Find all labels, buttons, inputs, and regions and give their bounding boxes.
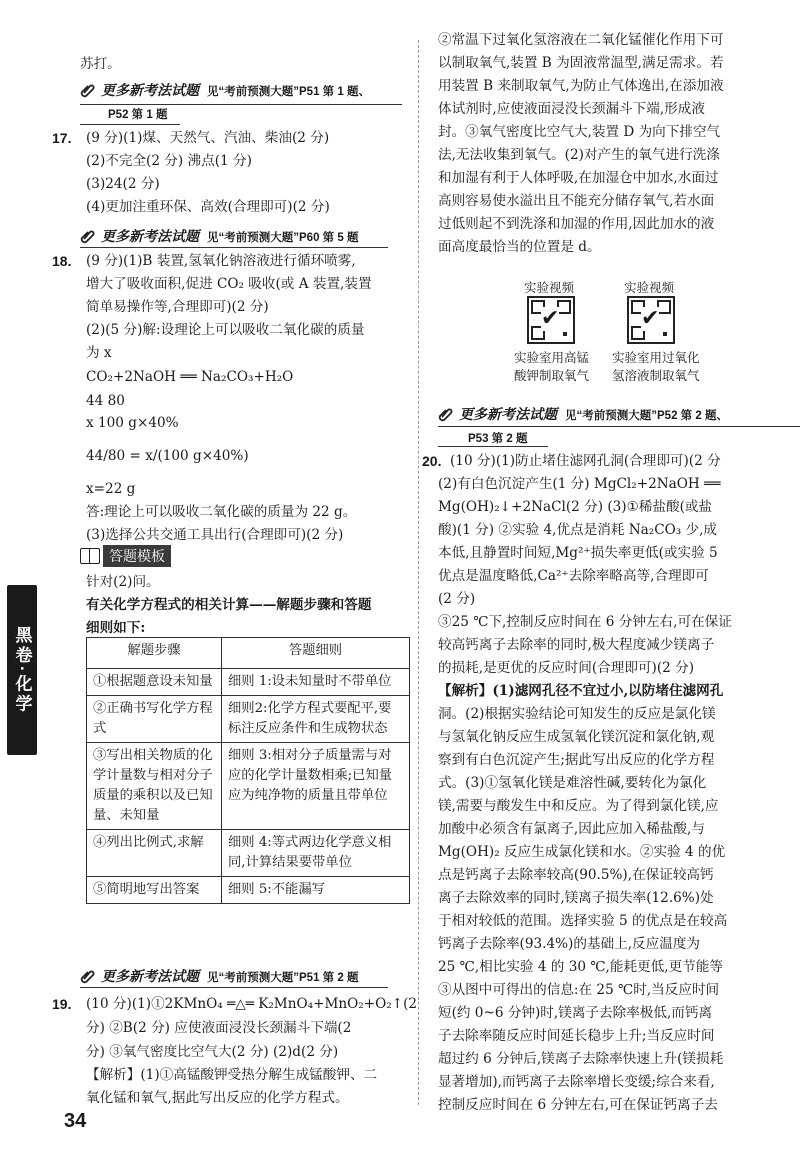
text-line: 洞。(2)根据实验结论可知发生的反应是氯化镁: [438, 706, 716, 722]
video-label: 实验视频: [624, 281, 675, 295]
text-line: ③25 ℃下,控制反应时间在 6 分钟左右,可在保证: [438, 614, 732, 630]
video-caption: 氢溶液制取氧气: [612, 369, 700, 383]
banner-title: 更多新考法试题: [101, 228, 199, 244]
text-line: 于相对较低的范围。选择实验 5 的优点是在较高: [438, 913, 728, 929]
text-line: 法,无法收集到氧气。(2)对产生的氧气进行洗涤: [438, 147, 720, 163]
paperclip-icon: [80, 968, 96, 984]
side-tab: 黑卷·化学: [7, 585, 37, 755]
text-line: 酸)(1 分) ②实验 4,优点是消耗 Na₂CO₃ 少,成: [438, 522, 718, 538]
banner-ref: 见“考前预测大题”P52 第 2 题、: [565, 410, 728, 422]
qr-code-video-2[interactable]: [627, 296, 675, 344]
equation: CO₂+2NaOH ══ Na₂CO₃+H₂O: [86, 369, 294, 385]
video-caption: 酸钾制取氧气: [514, 369, 590, 383]
table-cell: ②正确书写化学方程式: [87, 696, 222, 743]
text-line: 为 x: [86, 345, 112, 361]
divider: [438, 426, 800, 427]
text-line: 苏打。: [80, 56, 121, 72]
text-line: 细则如下:: [86, 620, 146, 636]
more-questions-banner: [80, 80, 370, 100]
banner-title: 更多新考法试题: [101, 82, 199, 98]
text-line: 针对(2)问。: [86, 574, 160, 590]
text-line: (2)(5 分)解:设理论上可以吸收二氧化碳的质量: [86, 322, 365, 338]
question-number: 20.: [422, 453, 442, 469]
question-number: 19.: [52, 996, 72, 1012]
text-line: 加酸中必须含有氯离子,因此应加入稀盐酸,与: [438, 821, 705, 837]
text-line: (2)有白色沉淀产生(1 分) MgCl₂+2NaOH ══: [438, 476, 721, 492]
column-divider: [418, 40, 419, 1105]
table-header: 解题步骤: [87, 638, 222, 669]
proportion: 44/80 = x/(100 g×40%): [86, 448, 249, 464]
text-line: x=22 g: [86, 481, 136, 497]
divider: [80, 124, 180, 125]
text-line: 【解析】(1)滤网孔径不宜过小,以防堵住滤网孔: [438, 683, 724, 699]
text-line: 和加湿有利于人体呼吸,在加湿仓中加水,水面过: [438, 170, 719, 186]
text-line: 本低,且静置时间短,Mg²⁺损失率更低(或实验 5: [438, 545, 718, 561]
text-line: 的损耗,是更优的反应时间(合理即可)(2 分): [438, 660, 695, 676]
qr-code-video-1[interactable]: [527, 296, 575, 344]
divider: [80, 247, 388, 248]
table-cell: ④列出比例式,求解: [87, 830, 222, 877]
banner-ref: 见“考前预测大题”P60 第 5 题: [207, 232, 359, 244]
banner-ref-cont: P52 第 1 题: [108, 109, 168, 121]
table-cell: ⑤简明地写出答案: [87, 877, 222, 904]
text-line: 答:理论上可以吸收二氧化碳的质量为 22 g。: [86, 504, 357, 520]
video-caption: 实验室用高锰: [514, 351, 590, 365]
banner-ref-cont: P53 第 2 题: [468, 433, 528, 445]
text-line: 与氢氧化钠反应生成氢氧化镁沉淀和氯化钠,观: [438, 729, 715, 745]
table-row: [87, 830, 410, 877]
text-line: x 100 g×40%: [86, 415, 179, 431]
text-line: 体试剂时,应使液面浸没长颈漏斗下端,形成液: [438, 101, 705, 117]
text-line: (9 分)(1)煤、天然气、汽油、柴油(2 分): [86, 130, 330, 146]
text-line: 面高度最恰当的位置是 d。: [438, 239, 601, 255]
banner-ref: 见“考前预测大题”P51 第 1 题、: [207, 86, 370, 98]
checkmark-icon: ✔: [541, 306, 560, 331]
text-line: 较高钙离子去除率的同时,极大程度减少镁离子: [438, 637, 715, 653]
text-line: Mg(OH)₂ 反应生成氯化镁和水。②实验 4 的优: [438, 844, 726, 860]
text-line: 显著增加),而钙离子去除率增长变缓;综合来看,: [438, 1074, 715, 1090]
text-line: 点是钙离子去除率较高(90.5%),在保证较高钙: [438, 867, 714, 883]
text-line: 以制取氧气,装置 B 为固液常温型,满足需求。若: [438, 55, 724, 71]
banner-title: 更多新考法试题: [459, 406, 557, 422]
text-line: (2)不完全(2 分) 沸点(1 分): [86, 153, 252, 169]
video-caption: 实验室用过氧化: [612, 351, 700, 365]
video-label: 实验视频: [524, 281, 575, 295]
more-questions-banner: [80, 226, 358, 246]
text-line: 优点是温度略低,Ca²⁺去除率略高等,合理即可: [438, 568, 709, 584]
table-cell: ①根据题意设未知量: [87, 669, 222, 696]
text-line: 高则容易使水溢出且不能充分储存氧气,若水面: [438, 193, 715, 209]
table-row: [87, 696, 410, 743]
text-line: 分) ②B(2 分) 应使液面浸没长颈漏斗下端(2: [86, 1020, 352, 1036]
text-line: 子去除率随反应时间延长稳步上升;当反应时间: [438, 1028, 715, 1044]
question-number: 17.: [52, 130, 72, 146]
text-line: ②常温下过氧化氢溶液在二氧化锰催化作用下可: [438, 32, 724, 48]
paperclip-icon: [438, 406, 454, 422]
text-line: 超过约 6 分钟后,镁离子去除率快速上升(镁损耗: [438, 1051, 724, 1067]
text-line: Mg(OH)₂↓+2NaCl(2 分) (3)①稀盐酸(或盐: [438, 499, 713, 515]
text-line: 过低则起不到洗涤和加湿的作用,因此加水的液: [438, 216, 715, 232]
text-line: 有关化学方程式的相关计算——解题步骤和答题: [86, 597, 372, 613]
text-line: 察到有白色沉淀产生;据此写出反应的化学方程: [438, 752, 715, 768]
text-line: (10 分)(1)①2KMnO₄ ═△═ K₂MnO₄+MnO₂+O₂↑(2: [86, 996, 418, 1012]
text-line: (4)更加注重环保、高效(合理即可)(2 分): [86, 199, 330, 215]
text-line: 镁,需要与酸发生中和反应。为了得到氯化镁,应: [438, 798, 719, 814]
book-icon: [80, 548, 100, 564]
text-line: 分) ③氧气密度比空气大(2 分) (2)d(2 分): [86, 1044, 339, 1060]
table-header-row: [87, 638, 410, 669]
table-row: [87, 669, 410, 696]
banner-ref: 见“考前预测大题”P51 第 2 题: [207, 972, 359, 984]
answer-rules-table: [86, 637, 410, 904]
text-line: 氧化锰和氧气,据此写出反应的化学方程式。: [86, 1090, 349, 1106]
text-line: 式。(3)①氢氧化镁是难溶性碱,要转化为氯化: [438, 775, 707, 791]
table-cell: 细则 5:不能漏写: [222, 877, 410, 904]
text-line: 【解析】(1)①高锰酸钾受热分解生成锰酸钾、二: [86, 1067, 378, 1083]
text-line: (10 分)(1)防止堵住滤网孔洞(合理即可)(2 分: [450, 453, 721, 469]
paperclip-icon: [80, 228, 96, 244]
text-line: 增大了吸收面积,促进 CO₂ 吸收(或 A 装置,装置: [86, 276, 372, 292]
divider: [80, 987, 388, 988]
template-badge: [80, 546, 171, 566]
table-header: 答题细则: [222, 638, 410, 669]
text-line: 控制反应时间在 6 分钟左右,可在保证钙离子去: [438, 1097, 718, 1113]
text-line: 封。③氧气密度比空气大,装置 D 为向下排空气: [438, 124, 721, 140]
text-line: 25 ℃,相比实验 4 的 30 ℃,能耗更低,更节能等: [438, 959, 723, 975]
text-line: 离子去除效率的同时,镁离子损失率(12.6%)处: [438, 890, 714, 906]
page-number: 34: [64, 1110, 87, 1132]
text-line: 钙离子去除率(93.4%)的基础上,反应温度为: [438, 936, 701, 952]
text-line: ③从图中可得出的信息:在 25 ℃时,当反应时间: [438, 982, 720, 998]
paperclip-icon: [80, 82, 96, 98]
table-cell: 细则 3:相对分子质量需与对应的化学计量数相乘;已知量应为纯净物的质量且带单位: [222, 743, 410, 830]
template-label: 答题模板: [103, 545, 171, 567]
banner-title: 更多新考法试题: [101, 968, 199, 984]
table-cell: 细则2:化学方程式要配平,要标注反应条件和生成物状态: [222, 696, 410, 743]
table-cell: ③写出相关物质的化学计量数与相对分子质量的乘积以及已知量、未知量: [87, 743, 222, 830]
text-line: (2 分): [438, 591, 476, 607]
text-line: 44 80: [86, 393, 125, 409]
text-line: (3)24(2 分): [86, 176, 160, 192]
more-questions-banner: [80, 966, 358, 986]
more-questions-banner: [438, 404, 728, 424]
checkmark-icon: ✔: [641, 306, 660, 331]
text-line: (3)选择公共交通工具出行(合理即可)(2 分): [86, 527, 344, 543]
table-cell: 细则 1:设未知量时不带单位: [222, 669, 410, 696]
table-cell: 细则 4:等式两边化学意义相同,计算结果要带单位: [222, 830, 410, 877]
text-line: 简单易操作等,合理即可)(2 分): [86, 299, 269, 315]
text-line: 用装置 B 来制取氧气,为防止气体逸出,在添加液: [438, 78, 724, 94]
text-line: (9 分)(1)B 装置,氢氧化钠溶液进行循环喷雾,: [86, 253, 356, 269]
table-row: [87, 743, 410, 830]
table-row: [87, 877, 410, 904]
divider: [438, 446, 548, 447]
question-number: 18.: [52, 253, 72, 269]
text-line: 短(约 0~6 分钟)时,镁离子去除率极低,而钙离: [438, 1005, 713, 1021]
divider: [80, 104, 402, 105]
